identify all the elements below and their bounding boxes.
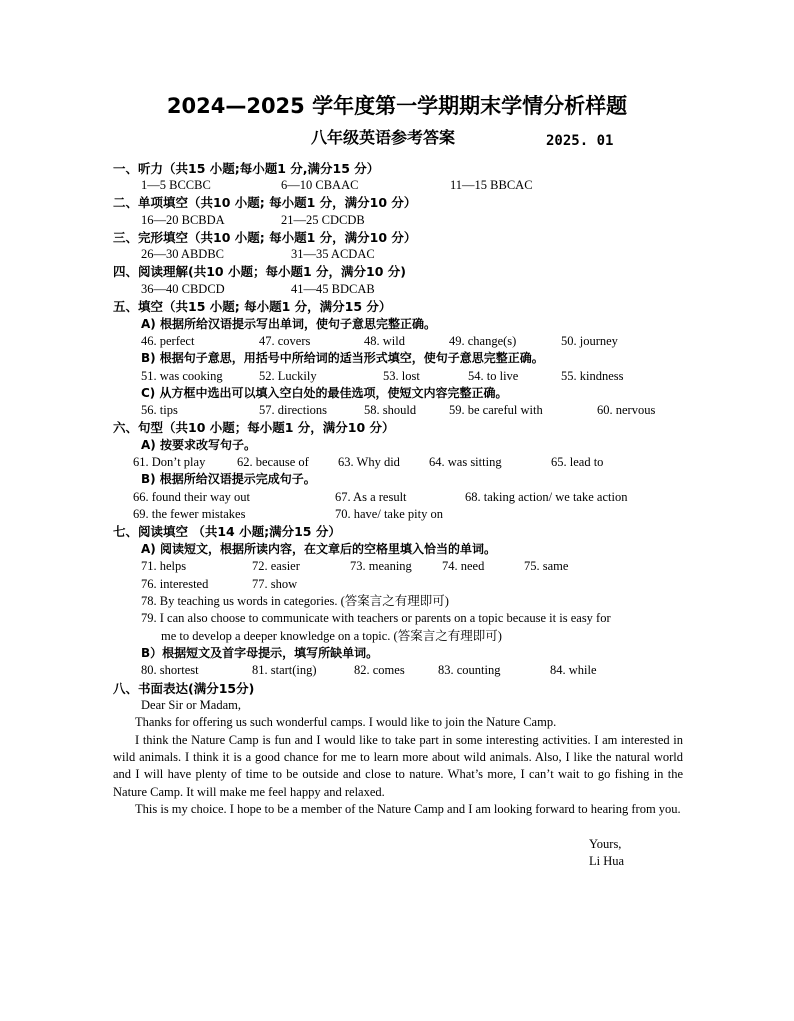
answer-group: 11—15 BBCAC (450, 178, 533, 192)
answer-item: 72. easier (252, 559, 300, 573)
answer-group: 6—10 CBAAC (281, 178, 359, 192)
answer-item: 55. kindness (561, 369, 624, 383)
section-heading-cloze: 三、完形填空（共10 小题; 每小题1 分，满分10 分） (113, 230, 417, 245)
answer-item: 53. lost (383, 369, 420, 383)
answer-item: 79. I can also choose to communicate with teachers or parents on a topic because it is easy for (141, 611, 611, 625)
answer-item: 84. while (550, 663, 597, 677)
exam-date: 2025. 01 (546, 133, 614, 149)
answer-item: 61. Don’t play (133, 455, 206, 469)
answer-item: 57. directions (259, 403, 328, 417)
page-subtitle: 八年级英语参考答案 (311, 128, 456, 147)
section-heading-writing: 八、书面表达(满分15分) (113, 681, 255, 696)
letter-closing: Yours, (589, 837, 622, 851)
answer-item: 47. covers (259, 334, 311, 348)
section-heading-fill-in: 五、填空（共15 小题; 每小题1 分，满分15 分） (113, 299, 392, 314)
part-instruction: B) 根据所给汉语提示完成句子。 (141, 472, 316, 486)
answer-item: 52. Luckily (259, 369, 317, 383)
part-instruction: A) 按要求改写句子。 (141, 438, 256, 452)
answer-group: 36—40 CBDCD (141, 282, 225, 296)
answer-group: 1—5 BCCBC (141, 178, 211, 192)
answer-item: 48. wild (364, 334, 405, 348)
letter-signature: Li Hua (589, 854, 625, 868)
section-heading-listening: 一、听力（共15 小题;每小题1 分,满分15 分） (113, 161, 380, 176)
answer-item-continued: me to develop a deeper knowledge on a topic. (答案言之有理即可) (161, 629, 502, 643)
answer-item: 63. Why did (338, 455, 400, 469)
answer-item: 50. journey (561, 334, 618, 348)
answer-group: 41—45 BDCAB (291, 282, 375, 296)
answer-item: 64. was sitting (429, 455, 502, 469)
answer-item: 62. because of (237, 455, 309, 469)
answer-item: 49. change(s) (449, 334, 517, 348)
answer-item: 78. By teaching us words in categories. (答案言之有理即可) (141, 594, 449, 608)
section-heading-single-choice: 二、单项填空（共10 小题; 每小题1 分，满分10 分） (113, 195, 417, 210)
answer-group: 21—25 CDCDB (281, 213, 365, 227)
answer-item: 67. As a result (335, 490, 407, 504)
part-instruction: B) 根据句子意思，用括号中所给词的适当形式填空，使句子意思完整正确。 (141, 351, 544, 365)
answer-item: 51. was cooking (141, 369, 223, 383)
section-heading-sentence-patterns: 六、句型（共10 小题；每小题1 分，满分10 分） (113, 420, 395, 435)
section-heading-reading: 四、阅读理解(共10 小题；每小题1 分，满分10 分) (113, 264, 406, 279)
letter-paragraph: This is my choice. I hope to be a member of the Nature Camp and I am looking forward to hearing from you. (135, 802, 681, 816)
section-heading-reading-fill: 七、阅读填空 （共14 小题;满分15 分） (113, 524, 341, 539)
answer-item: 81. start(ing) (252, 663, 317, 677)
answer-item: 54. to live (468, 369, 519, 383)
answer-group: 26—30 ABDBC (141, 247, 225, 261)
answer-item: 73. meaning (350, 559, 412, 573)
answer-item: 69. the fewer mistakes (133, 507, 246, 521)
letter-greeting: Dear Sir or Madam, (141, 698, 241, 712)
answer-item: 82. comes (354, 663, 405, 677)
answer-item: 77. show (252, 577, 298, 591)
answer-item: 66. found their way out (133, 490, 250, 504)
answer-item: 74. need (442, 559, 485, 573)
answer-item: 80. shortest (141, 663, 199, 677)
answer-item: 76. interested (141, 577, 209, 591)
answer-item: 83. counting (438, 663, 501, 677)
part-instruction: A) 根据所给汉语提示写出单词，使句子意思完整正确。 (141, 317, 436, 331)
part-instruction: A) 阅读短文，根据所读内容，在文章后的空格里填入恰当的单词。 (141, 542, 496, 556)
answer-item: 46. perfect (141, 334, 195, 348)
part-instruction: B）根据短文及首字母提示，填写所缺单词。 (141, 646, 379, 660)
answer-item: 56. tips (141, 403, 178, 417)
answer-item: 68. taking action/ we take action (465, 490, 628, 504)
answer-item: 70. have/ take pity on (335, 507, 443, 521)
page-title: 2024—2025 学年度第一学期期末学情分析样题 (166, 94, 628, 118)
letter-paragraph: I think the Nature Camp is fun and I would like to take part in some interesting activities. I am interested in wild animals. I think it is a good chance for me to learn more about wild animals. Also, I like the natural world and I will have plenty of time to be outside and close to nature. What’s more, I can’t wait to go fishing in the Nature Camp. It will make me feel happy and relaxed. (113, 733, 683, 799)
part-instruction: C) 从方框中选出可以填入空白处的最佳选项，使短文内容完整正确。 (141, 386, 508, 400)
letter-paragraph: Thanks for offering us such wonderful camps. I would like to join the Nature Camp. (135, 715, 557, 729)
answer-item: 59. be careful with (449, 403, 543, 417)
answer-item: 71. helps (141, 559, 187, 573)
answer-item: 65. lead to (551, 455, 604, 469)
answer-item: 75. same (524, 559, 569, 573)
answer-group: 31—35 ACDAC (291, 247, 375, 261)
answer-item: 60. nervous (597, 403, 656, 417)
answer-item: 58. should (364, 403, 417, 417)
answer-group: 16—20 BCBDA (141, 213, 225, 227)
